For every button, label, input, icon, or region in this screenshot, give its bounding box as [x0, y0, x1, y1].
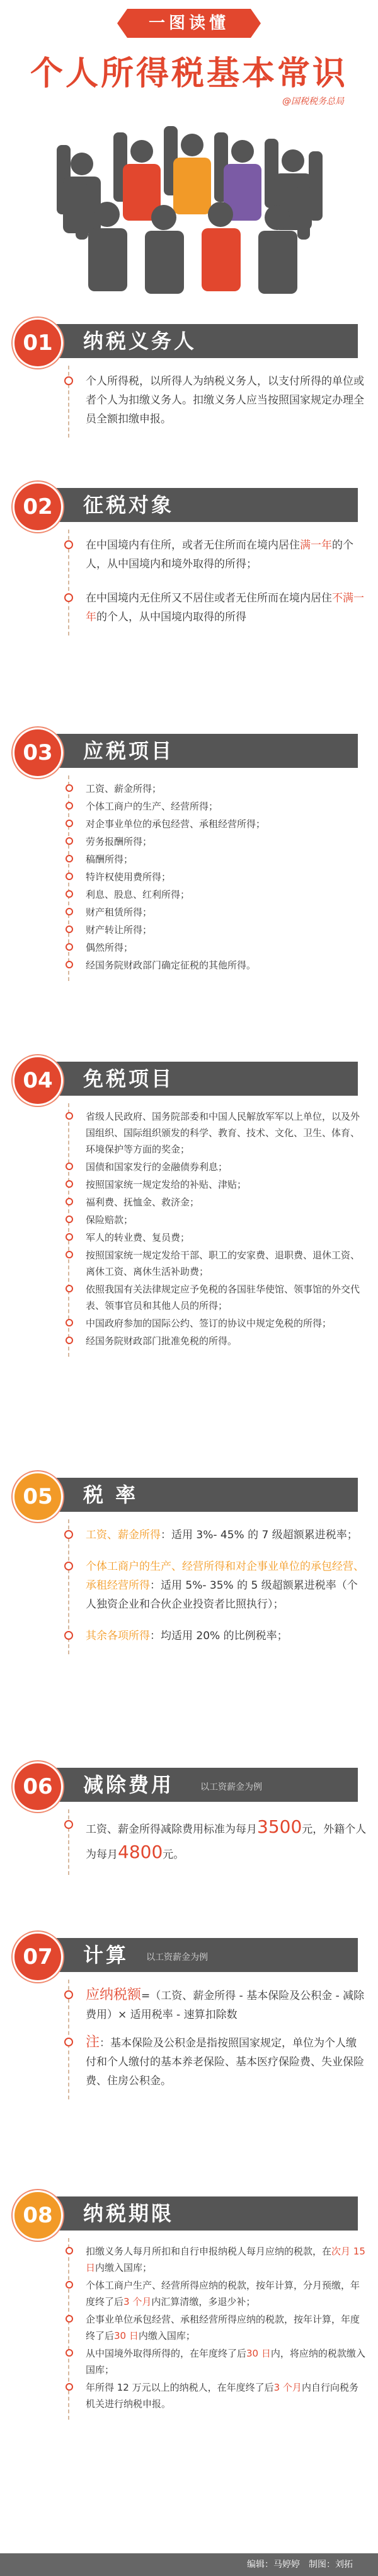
item-text: =（工资、薪金所得 - 基本保险及公积金 - 减除费用）× 适用税率 - 速算扣除数 [86, 1990, 365, 2021]
item-text: ：适用 3%- 45% 的 7 级超额累进税率； [161, 1529, 358, 1541]
section-tax-payer [0, 315, 378, 438]
list-item: 特许权使用费所得； [86, 869, 367, 885]
section-title: 计算 [83, 1943, 129, 1967]
list-item: 按照国家统一规定发给干部、职工的安家费、退职费、退休工资、离休工资、离休生活补助费； [86, 1247, 367, 1280]
section-header [0, 1929, 378, 1980]
list-item: 财产转让所得； [86, 922, 367, 938]
list-item [86, 1557, 367, 1614]
list-item [86, 2311, 367, 2344]
section-body [68, 530, 367, 635]
list-item: 稿酬所得； [86, 851, 367, 867]
footer-credits: 编辑：马婷婷 制图：刘拓 [0, 2553, 378, 2576]
section-title: 纳税义务人 [83, 329, 197, 353]
section-body [68, 1519, 367, 1654]
item-text: ：基本保险及公积金是指按照国家规定，单位为个人缴付和个人缴付的基本养老保险、基本医疗保险费、失业保险费、住房公积金。 [86, 2037, 364, 2087]
list-item: 经国务院财政部门确定征税的其他所得。 [86, 957, 367, 973]
item-text: 内自行向税务机关进行纳税申报。 [86, 2382, 358, 2410]
list-item [86, 2033, 367, 2091]
item-highlight: 工资、薪金所得 [86, 1529, 161, 1541]
section-header [0, 1053, 378, 1103]
list-item: 个人所得税，以所得人为纳税义务人，以支付所得的单位或者个人为扣缴义务人。扣缴义务人应当按照国家规定办理全员全额扣缴申报。 [86, 372, 367, 429]
badge-label: 一图读懂 [127, 9, 251, 38]
section-number: 05 [13, 1471, 63, 1522]
item-text: 从中国境外取得所得的，在年度终了后 [86, 2348, 247, 2359]
section-subtitle: 以工资薪金为例 [200, 1782, 262, 1792]
item-highlight: 应纳税额 [86, 1987, 142, 2003]
list-item: 个体工商户的生产、经营所得； [86, 798, 367, 815]
list-item: 利息、股息、红利所得； [86, 886, 367, 903]
item-text: 的个人，从中国境内取得的所得 [96, 611, 246, 624]
item-text: 扣缴义务人每月所扣和自行申报纳税人每月应纳的税款，在 [86, 2246, 332, 2257]
section-header [0, 479, 378, 530]
section-title: 应税项目 [83, 739, 175, 763]
section-title: 纳税期限 [83, 2202, 175, 2225]
list-item: 中国政府参加的国际公约、签订的协议中规定免税的所得； [86, 1315, 367, 1332]
section-body [68, 775, 367, 981]
source-label: @国税税务总局 [282, 96, 344, 107]
item-highlight: 满一年 [300, 539, 332, 552]
item-text: 内缴入国库； [95, 2262, 152, 2273]
section-number: 03 [13, 728, 63, 778]
section-body [68, 1980, 367, 2099]
list-item [86, 1526, 367, 1545]
section-exempt-items [0, 1053, 378, 1357]
item-highlight: 30 日 [114, 2330, 139, 2341]
item-text: 在中国境内有住所，或者无住所而在境内居住 [86, 539, 300, 552]
list-item [86, 2379, 367, 2412]
item-highlight: 3500 [257, 1816, 302, 1837]
item-text: ：均适用 20% 的比例税率； [150, 1630, 288, 1642]
item-text: 元。 [163, 1848, 185, 1861]
raised-hands-crowd-illustration [38, 107, 340, 309]
item-highlight: 其余各项所得 [86, 1630, 150, 1642]
section-number: 06 [13, 1761, 63, 1812]
item-highlight: 4800 [118, 1842, 163, 1862]
list-item: 依照我国有关法律规定应予免税的各国驻华使馆、领事馆的外交代表、领事官员和其他人员的所得； [86, 1281, 367, 1314]
section-header [0, 1759, 378, 1809]
item-text: 工资、薪金所得减除费用标准为每月 [86, 1823, 257, 1836]
item-text: 内，将应纳的税款缴入国库； [86, 2348, 365, 2376]
list-item: 省级人民政府、国务院部委和中国人民解放军军以上单位，以及外国组织、国际组织颁发的科学、教育、技术、文化、卫生、体育、环境保护等方面的奖金； [86, 1108, 367, 1157]
list-item [86, 2243, 367, 2276]
item-text: 内汇算清缴，多退少补； [151, 2296, 256, 2307]
page-title: 个人所得税基本常识 [30, 55, 348, 93]
list-item [86, 2345, 367, 2378]
section-number: 07 [13, 1932, 63, 1982]
section-taxable-items [0, 725, 378, 981]
list-item: 财产租赁所得； [86, 904, 367, 920]
section-body [68, 1103, 367, 1357]
item-text: 年所得 12 万元以上的纳税人，在年度终了后 [86, 2382, 274, 2393]
item-text: 个体工商户生产、经营所得应纳的税款，按年计算，分月预缴，年度终了后 [86, 2280, 360, 2307]
item-text: 的个人，从中国境内和境外取得的所得； [86, 539, 353, 571]
list-item: 偶然所得； [86, 939, 367, 956]
section-tax-object [0, 479, 378, 635]
section-subtitle: 以工资薪金为例 [146, 1952, 208, 1963]
list-item [86, 536, 367, 574]
section-header [0, 725, 378, 775]
section-body [68, 366, 367, 438]
list-item: 国债和国家发行的金融债券利息； [86, 1159, 367, 1175]
section-number: 02 [13, 482, 63, 532]
section-number: 01 [13, 318, 63, 368]
list-item: 福利费、抚恤金、救济金； [86, 1194, 367, 1210]
list-item: 对企事业单位的承包经营、承租经营所得； [86, 816, 367, 832]
section-tax-rate [0, 1469, 378, 1654]
section-body [68, 2238, 367, 2420]
section-number: 08 [13, 2190, 63, 2241]
section-title: 免税项目 [83, 1067, 175, 1091]
section-body [68, 1809, 367, 1875]
item-text: 内缴入国库； [138, 2330, 195, 2341]
item-text: 企事业单位承包经营、承租经营所得应纳的税款，按年计算，年度终了后 [86, 2314, 360, 2341]
section-tax-period [0, 2188, 378, 2420]
item-highlight: 3 个月 [123, 2296, 152, 2307]
section-title: 税 率 [83, 1483, 139, 1507]
section-calculation [0, 1929, 378, 2099]
list-item [86, 1986, 367, 2024]
section-header [0, 315, 378, 366]
item-highlight: 不满一年 [86, 592, 364, 624]
section-number: 04 [13, 1055, 63, 1106]
item-highlight: 3 个月 [273, 2382, 302, 2393]
item-text: 在中国境内无住所又不居住或者无住所而在境内居住 [86, 592, 332, 605]
item-highlight: 注 [86, 2034, 100, 2050]
section-title: 减除费用 [83, 1773, 175, 1797]
item-text: 元，外籍个人为每月 [86, 1823, 367, 1861]
item-highlight: 30 日 [246, 2348, 271, 2359]
section-deduction [0, 1759, 378, 1875]
list-item [86, 2277, 367, 2310]
item-highlight: 个体工商户的生产、经营所得和对企事业单位的承包经营、承租经营所得 [86, 1560, 364, 1592]
list-item: 军人的转业费、复员费； [86, 1229, 367, 1246]
list-item: 劳务报酬所得； [86, 833, 367, 850]
list-item: 保险赔款； [86, 1212, 367, 1228]
item-highlight: 次月 15 日 [86, 2246, 365, 2273]
list-item [86, 1816, 367, 1866]
hero [0, 0, 378, 315]
list-item [86, 1627, 367, 1645]
section-title: 征税对象 [83, 493, 175, 517]
list-item: 按照国家统一规定发给的补贴、津贴； [86, 1176, 367, 1193]
list-item [86, 589, 367, 627]
item-text: ：适用 5%- 35% 的 5 级超额累进税率（个人独资企业和合伙企业投资者比照执行）； [86, 1579, 358, 1611]
list-item: 工资、薪金所得； [86, 780, 367, 797]
list-item: 经国务院财政部门批准免税的所得。 [86, 1333, 367, 1349]
section-header [0, 1469, 378, 1519]
section-header [0, 2188, 378, 2238]
